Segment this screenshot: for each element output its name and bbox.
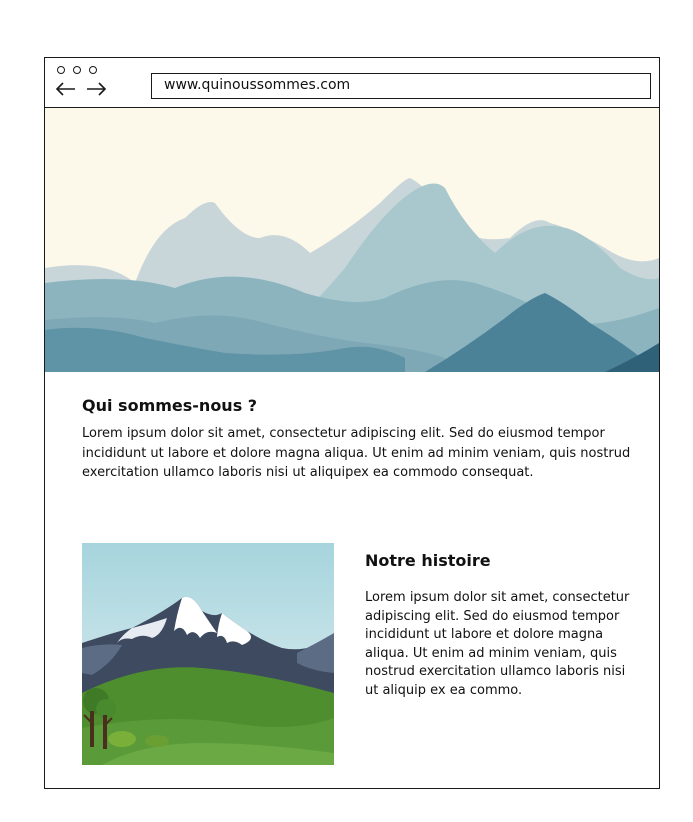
back-arrow-icon[interactable] — [55, 80, 77, 98]
snowy-mountain-image — [82, 543, 334, 765]
history-section — [365, 551, 640, 700]
browser-toolbar — [45, 58, 659, 108]
about-section — [82, 396, 637, 483]
history-text: Lorem ipsum dolor sit amet, consectetur adipiscing elit. Sed do eiusmod tempor incididunt ut labore et dolore magna aliqua. Ut enim ad minim veniam, quis nostrud exercitation ullamco laboris nisi ut aliquip ex ea commo. — [365, 590, 630, 698]
window-dot-icon[interactable] — [89, 66, 97, 74]
browser-window — [44, 57, 660, 789]
forward-arrow-icon[interactable] — [85, 80, 107, 98]
hero-mountains-image — [45, 108, 659, 372]
window-dot-icon[interactable] — [57, 66, 65, 74]
window-dot-icon[interactable] — [73, 66, 81, 74]
about-text: Lorem ipsum dolor sit amet, consectetur adipiscing elit. Sed do eiusmod tempor incididunt ut labore et dolore magna aliqua. Ut enim ad minim veniam, quis nostrud exercitation ullamco laboris nisi ut aliquipex ea commodo consequat. — [82, 426, 631, 480]
address-bar[interactable]: www.quinoussommes.com — [151, 73, 651, 99]
section-title-about: Qui sommes-nous ? — [82, 396, 258, 415]
section-title-history: Notre histoire — [365, 551, 491, 570]
